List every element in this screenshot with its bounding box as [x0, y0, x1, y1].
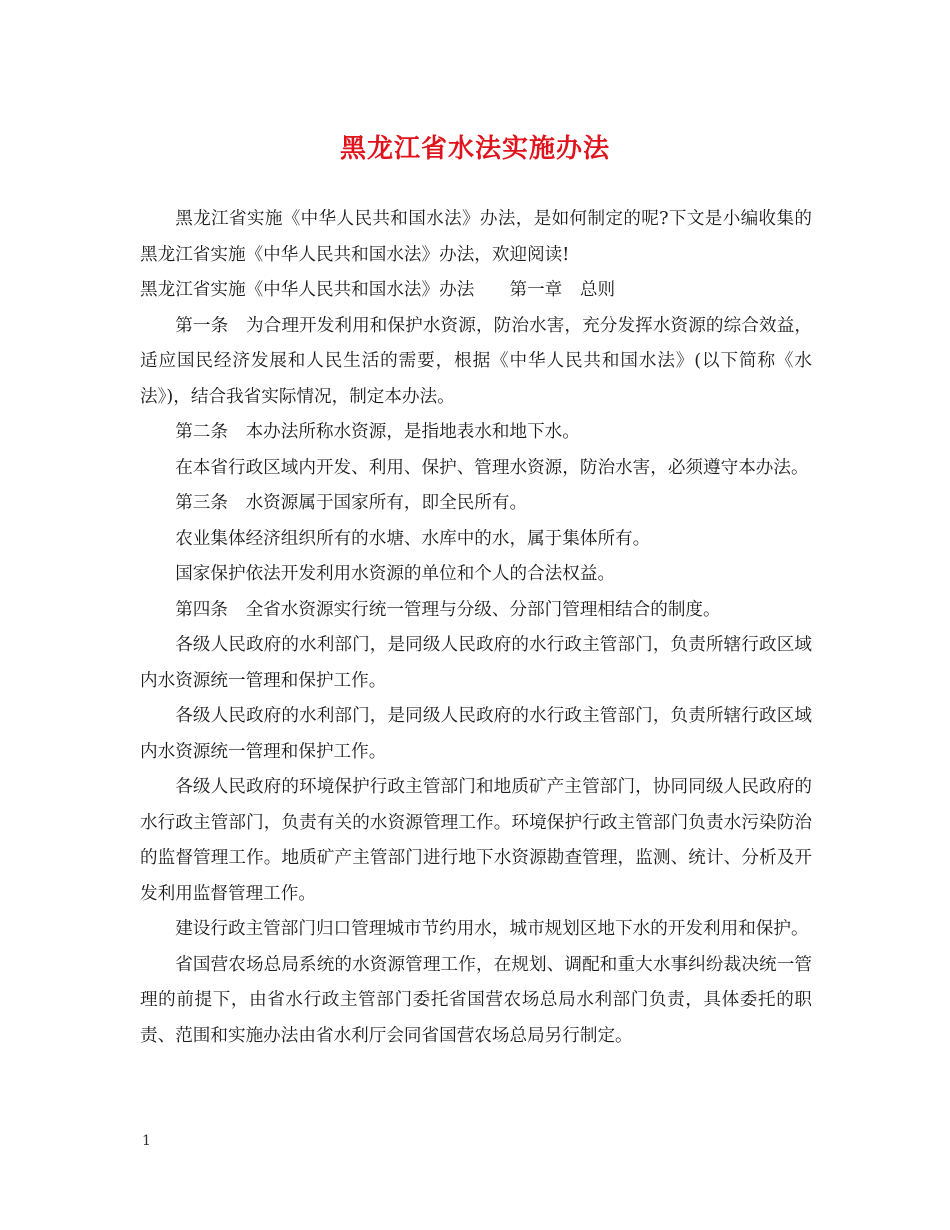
paragraph: 建设行政主管部门归口管理城市节约用水，城市规划区地下水的开发利用和保护。 [175, 919, 809, 939]
paragraph: 第一条 为合理开发利用和保护水资源，防治水害，充分发挥水资源的综合效益，适应国民经济发展和人民生活的需要，根据《中华人民共和国水法》(以下简称《水法》)，结合我省实际情况，制定本办法。 [140, 315, 812, 407]
paragraph: 黑龙江省实施《中华人民共和国水法》办法，是如何制定的呢?下文是小编收集的黑龙江省实施《中华人民共和国水法》办法，欢迎阅读! [140, 209, 812, 265]
paragraph: 在本省行政区域内开发、利用、保护、管理水资源，防治水害，必须遵守本办法。 [175, 457, 809, 478]
paragraph: 第三条 水资源属于国家所有，即全民所有。 [175, 493, 528, 513]
paragraph: 各级人民政府的环境保护行政主管部门和地质矿产主管部门，协同同级人民政府的水行政主管部门，负责有关的水资源管理工作。环境保护行政主管部门负责水污染防治的监督管理工作。地质矿产主管部门进行地下水资源勘查管理，监测、统计、分析及开发利用监督管理工作。 [140, 777, 812, 904]
page-number: 1 [142, 1133, 151, 1149]
paragraph: 农业集体经济组织所有的水塘、水库中的水，属于集体所有。 [175, 528, 651, 549]
document-title: 黑龙江省水法实施办法 [339, 134, 610, 164]
document-body [140, 202, 812, 1054]
paragraph: 各级人民政府的水利部门，是同级人民政府的水行政主管部门，负责所辖行政区域内水资源统一管理和保护工作。 [140, 706, 812, 762]
paragraph: 第二条 本办法所称水资源，是指地表水和地下水。 [175, 422, 580, 442]
paragraph: 各级人民政府的水利部门，是同级人民政府的水行政主管部门，负责所辖行政区域内水资源统一管理和保护工作。 [140, 635, 812, 691]
paragraph: 国家保护依法开发利用水资源的单位和个人的合法权益。 [175, 564, 616, 584]
paragraph: 黑龙江省实施《中华人民共和国水法》办法 第一章 总则 [140, 280, 616, 300]
paragraph: 省国营农场总局系统的水资源管理工作，在规划、调配和重大水事纠纷裁决统一管理的前提下，由省水行政主管部门委托省国营农场总局水利部门负责，具体委托的职责、范围和实施办法由省水利厅会同省国营农场总局另行制定。 [140, 954, 812, 1046]
paragraph: 第四条 全省水资源实行统一管理与分级、分部门管理相结合的制度。 [175, 599, 721, 620]
